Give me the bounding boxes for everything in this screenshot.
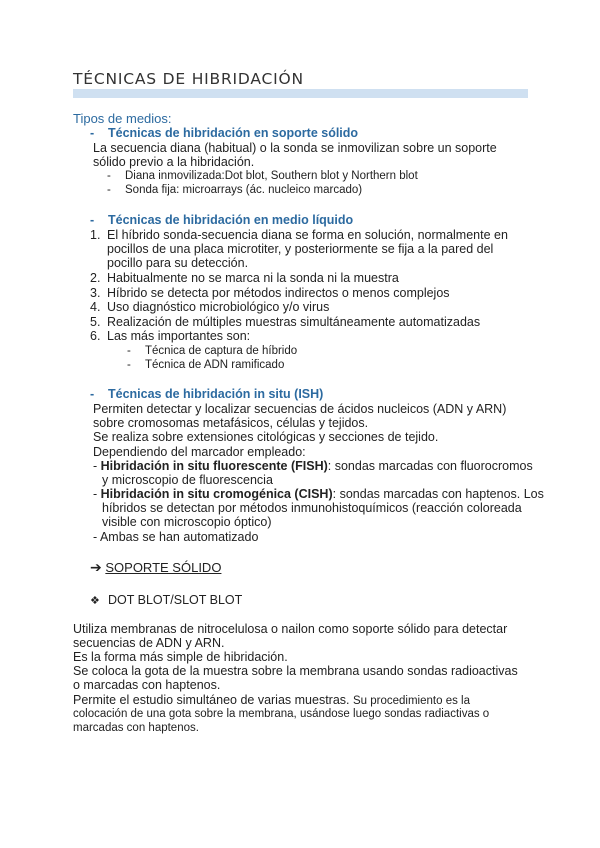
list-number: 2. <box>90 271 101 285</box>
liquido-item-text: El híbrido sonda-secuencia diana se forma en solución, normalmente en <box>107 228 508 242</box>
cish-label: Hibridación in situ cromogénica (CISH) <box>100 487 333 501</box>
liquido-heading-text: Técnicas de hibridación en medio líquido <box>108 213 354 227</box>
final-text-line: Utiliza membranas de nitrocelulosa o nailon como soporte sólido para detectar <box>73 622 508 636</box>
cish-line <box>93 487 544 501</box>
final-text-line: Se coloca la gota de la muestra sobre la membrana usando sondas radioactivas <box>73 664 518 678</box>
dash-bullet: - <box>127 359 131 371</box>
liquido-item-cont: pocillo para su detección. <box>107 256 249 270</box>
insitu-heading <box>90 387 323 401</box>
diamond-bullet-icon: ❖ <box>90 595 100 607</box>
ambas-text: Ambas se han automatizado <box>99 530 259 544</box>
solido-heading-text: Técnicas de hibridación en soporte sólido <box>108 126 359 140</box>
fish-label: Hibridación in situ fluorescente (FISH) <box>100 459 328 473</box>
list-number: 3. <box>90 286 101 300</box>
final-small-line: marcadas con haptenos. <box>73 722 199 734</box>
page-title: TÉCNICAS DE HIBRIDACIÓN <box>73 70 304 88</box>
solido-item <box>107 183 362 197</box>
dash-bullet: - <box>127 345 131 357</box>
liquido-item <box>90 228 508 242</box>
liquido-item <box>90 329 250 343</box>
insitu-text-line: sobre cromosomas metafásicos, células y tejidos. <box>93 416 369 430</box>
final-text-line: secuencias de ADN y ARN. <box>73 636 225 650</box>
arrow-right-icon: ➔ <box>90 559 102 575</box>
liquido-item <box>90 315 480 329</box>
list-number: 4. <box>90 300 101 314</box>
cish-description: : sondas marcadas con haptenos. Los <box>332 487 544 501</box>
liquido-item-text: Habitualmente no se marca ni la sonda ni la muestra <box>107 271 399 285</box>
fish-line <box>93 459 533 473</box>
solido-heading <box>90 126 358 140</box>
liquido-item <box>90 271 399 285</box>
final-last-line <box>73 693 470 708</box>
solido-item-text: Sonda fija: microarrays (ác. nucleico marcado) <box>125 184 363 196</box>
solido-text-line: La secuencia diana (habitual) o la sonda se inmovilizan sobre un soporte <box>93 141 497 155</box>
liquido-item <box>90 286 450 300</box>
dash-bullet: - <box>90 387 95 401</box>
liquido-item <box>90 300 329 314</box>
liquido-subitem-text: Técnica de captura de híbrido <box>145 345 298 357</box>
dash-bullet: - <box>93 530 98 544</box>
solido-text-line: sólido previo a la hibridación. <box>93 155 255 169</box>
cish-cont: visible con microscopio óptico) <box>102 515 272 529</box>
solido-item-text: Diana inmovilizada:Dot blot, Southern blot y Northern blot <box>125 170 418 182</box>
dash-bullet: - <box>90 213 95 227</box>
fish-cont: y microscopio de fluorescencia <box>102 473 273 487</box>
liquido-heading <box>90 213 353 227</box>
insitu-text-line: Dependiendo del marcador empleado: <box>93 445 306 459</box>
dot-blot-heading <box>90 593 242 608</box>
liquido-item-text: Uso diagnóstico microbiológico y/o virus <box>107 300 330 314</box>
soporte-solido-heading <box>90 560 221 575</box>
liquido-subitem <box>127 344 297 358</box>
final-text-line: Es la forma más simple de hibridación. <box>73 650 288 664</box>
dash-bullet: - <box>93 487 98 501</box>
title-underline-bar <box>73 89 528 98</box>
solido-item <box>107 169 418 183</box>
list-number: 5. <box>90 315 101 329</box>
list-number: 6. <box>90 329 101 343</box>
tipos-heading: Tipos de medios: <box>73 111 172 126</box>
final-text-line: o marcadas con haptenos. <box>73 678 221 692</box>
insitu-text-line: Permiten detectar y localizar secuencias de ácidos nucleicos (ADN y ARN) <box>93 402 507 416</box>
final-last-b: Su procedimiento es la <box>353 695 470 707</box>
liquido-subitem <box>127 358 284 372</box>
insitu-text-line: Se realiza sobre extensiones citológicas y secciones de tejido. <box>93 430 439 444</box>
liquido-item-text: Las más importantes son: <box>107 329 251 343</box>
list-number: 1. <box>90 228 101 242</box>
fish-description: : sondas marcadas con fluorocromos <box>327 459 533 473</box>
liquido-item-text: Realización de múltiples muestras simultáneamente automatizadas <box>107 315 481 329</box>
insitu-heading-text: Técnicas de hibridación in situ (ISH) <box>108 387 324 401</box>
liquido-item-cont: pocillos de una placa microtiter, y posteriormente se fija a la pared del <box>107 242 494 256</box>
dash-bullet: - <box>107 170 111 182</box>
final-last-a: Permite el estudio simultáneo de varias muestras. <box>73 693 350 707</box>
liquido-subitem-text: Técnica de ADN ramificado <box>145 359 285 371</box>
liquido-item-text: Híbrido se detecta por métodos indirectos o menos complejos <box>107 286 450 300</box>
ambas-line <box>93 530 258 544</box>
cish-cont: híbridos se detectan por métodos inmunohistoquímicos (reacción coloreada <box>102 501 522 515</box>
final-small-line: colocación de una gota sobre la membrana, usándose luego sondas radiactivas o <box>73 708 490 720</box>
dash-bullet: - <box>93 459 98 473</box>
dash-bullet: - <box>90 126 95 140</box>
dot-blot-label: DOT BLOT/SLOT BLOT <box>108 593 243 607</box>
soporte-solido-label: SOPORTE SÓLIDO <box>105 560 222 575</box>
dash-bullet: - <box>107 184 111 196</box>
